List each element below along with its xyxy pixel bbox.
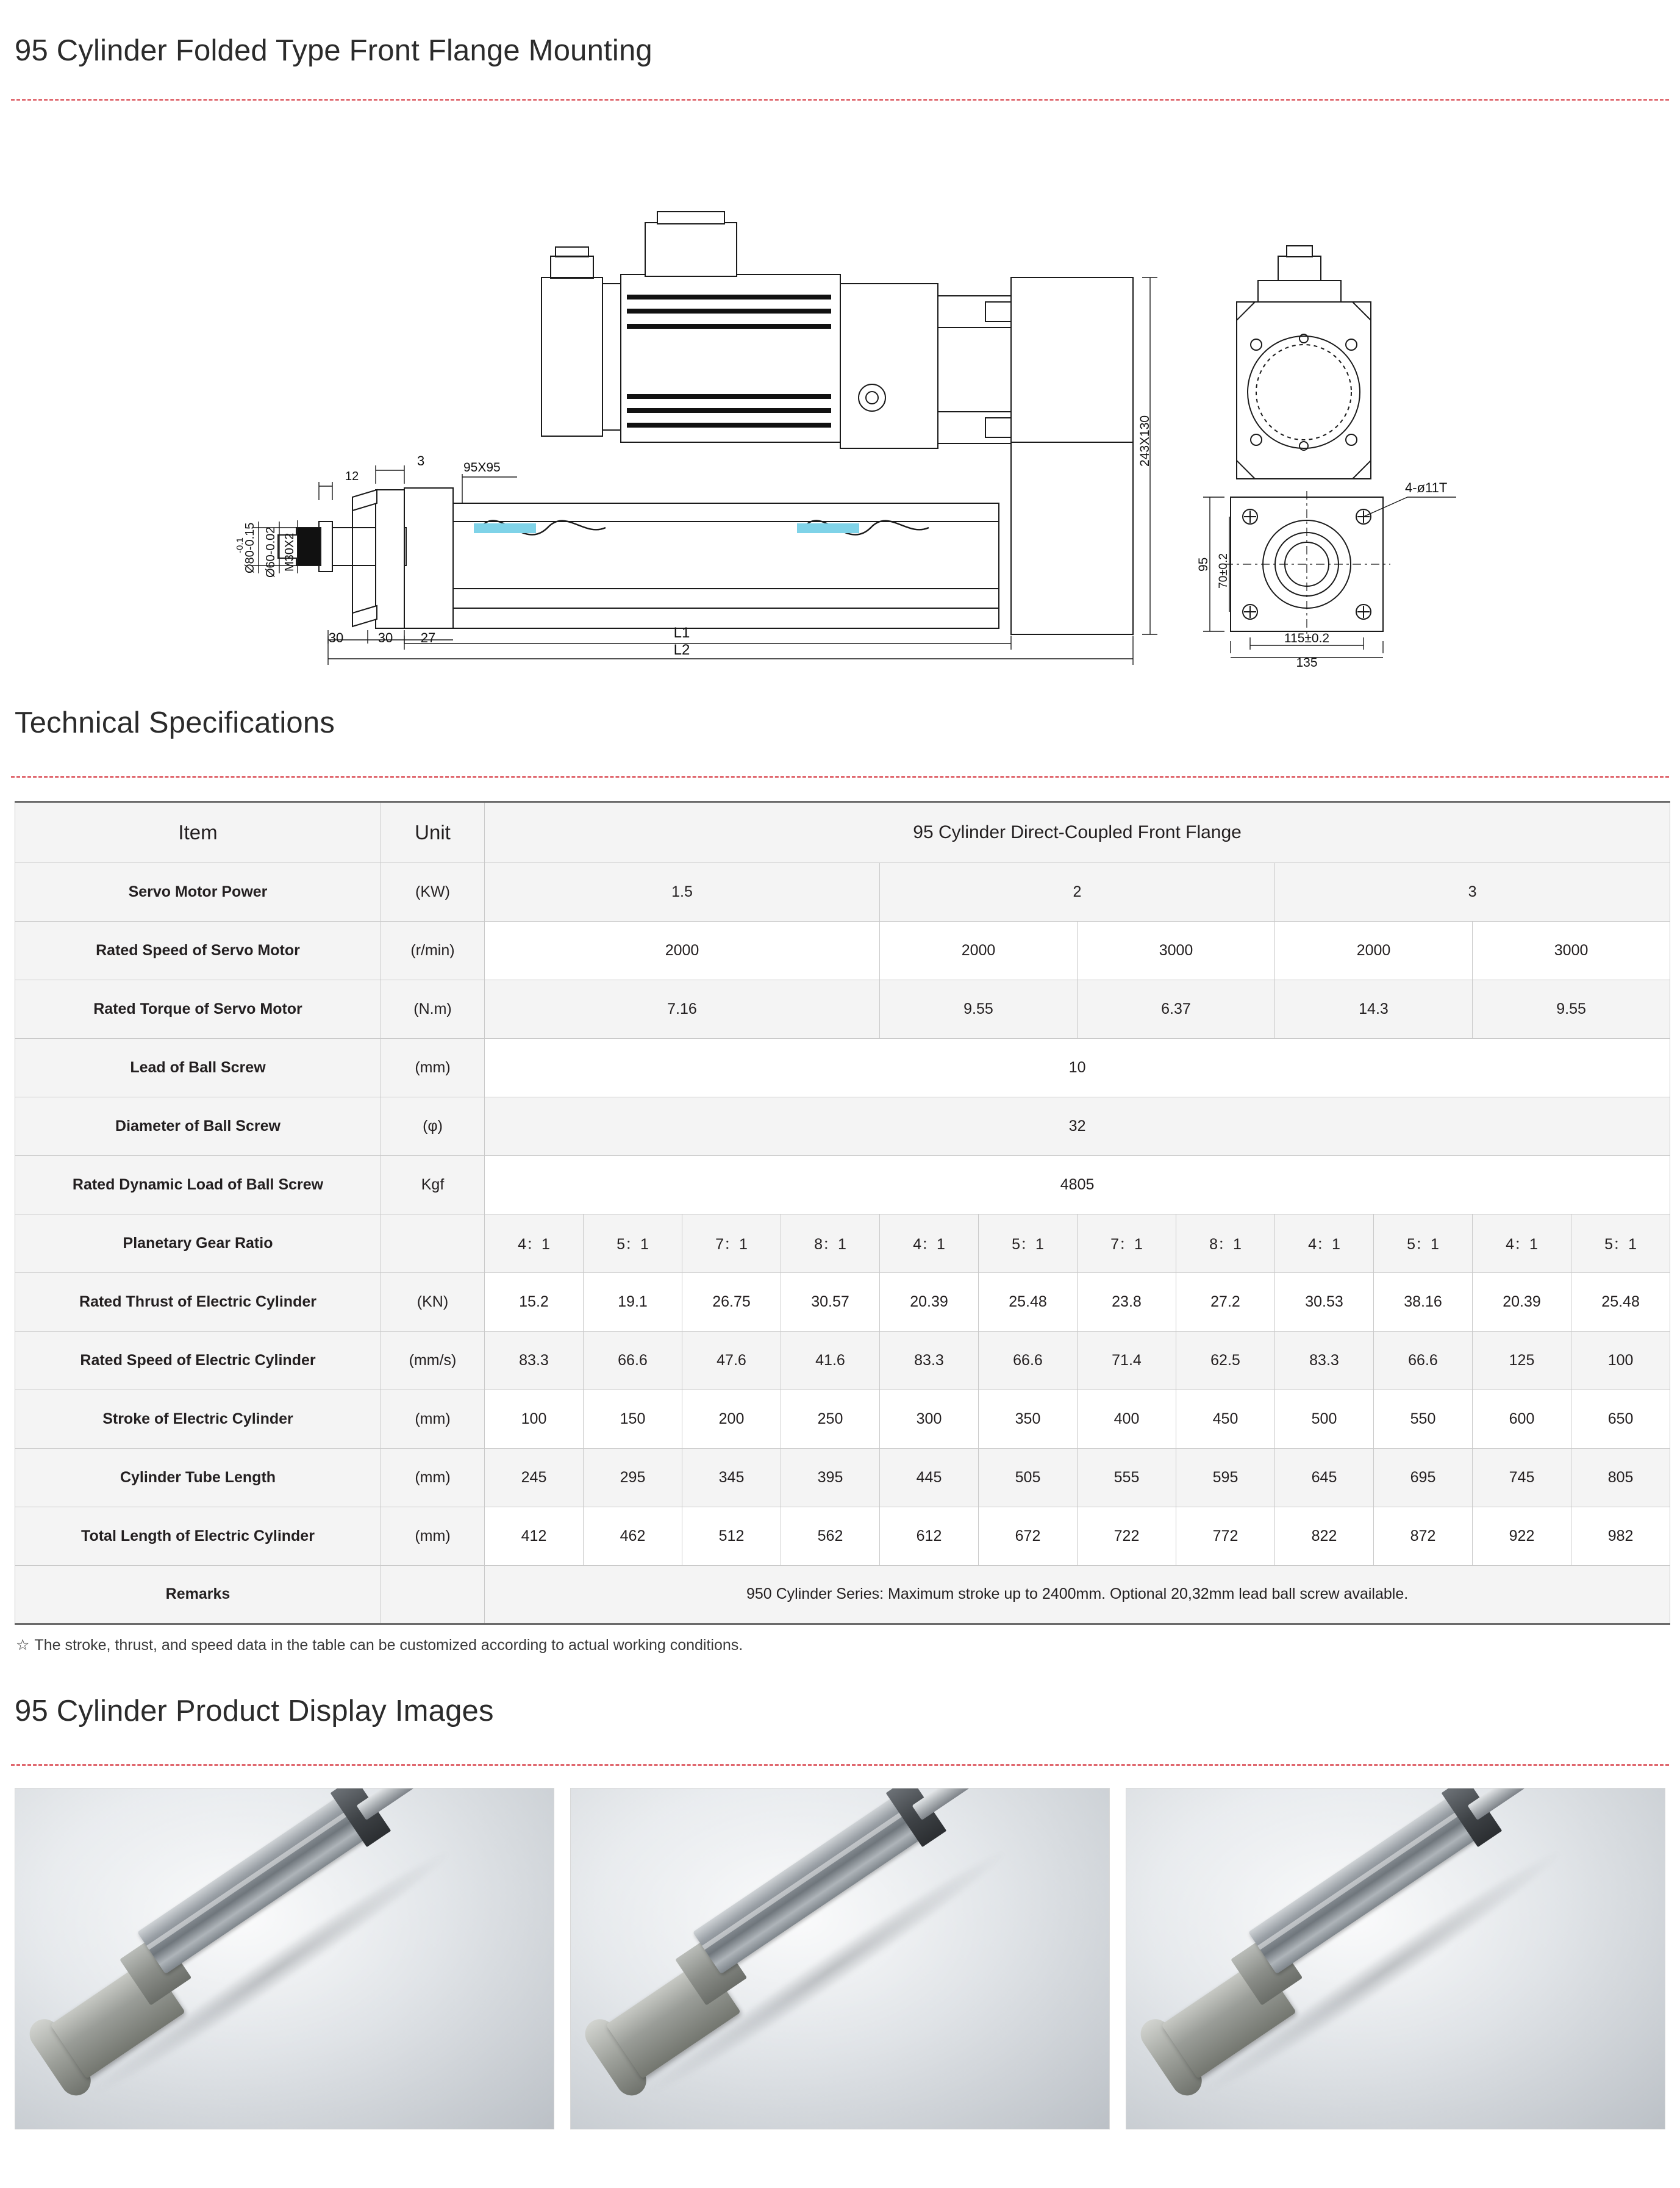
- cell-value: 450: [1176, 1390, 1275, 1448]
- cell-value: 650: [1571, 1390, 1670, 1448]
- cell-value: 7：1: [682, 1214, 781, 1272]
- row-unit: (mm): [381, 1448, 485, 1507]
- cell-value: 745: [1473, 1448, 1571, 1507]
- document-page: [0, 20, 1680, 2129]
- cell-value: 412: [485, 1507, 584, 1565]
- cell-value: 872: [1374, 1507, 1473, 1565]
- dim-label-m30x2: M30X2: [283, 533, 296, 572]
- cell-value: 71.4: [1078, 1331, 1176, 1390]
- dim-label-70: 70±0.2: [1217, 553, 1230, 589]
- cell-value: 66.6: [584, 1331, 682, 1390]
- table-row-remarks: [15, 1565, 1670, 1624]
- star-icon: ☆: [16, 1636, 30, 1654]
- cell-value: 20.39: [880, 1272, 979, 1331]
- table-row: [15, 1272, 1670, 1331]
- row-unit: (KW): [381, 863, 485, 921]
- cell-value: 300: [880, 1390, 979, 1448]
- cell-value: 9.55: [1473, 980, 1670, 1038]
- row-unit: (N.m): [381, 980, 485, 1038]
- cell-value: 722: [1078, 1507, 1176, 1565]
- cell-value: 8：1: [781, 1214, 880, 1272]
- divider-dashed-gallery: [11, 1764, 1669, 1766]
- cell-value: 4805: [485, 1155, 1670, 1214]
- table-row: [15, 1214, 1670, 1272]
- drawing-svg: [11, 101, 1666, 668]
- product-photo-1[interactable]: [15, 1788, 554, 2129]
- cell-value: 15.2: [485, 1272, 584, 1331]
- row-unit: (r/min): [381, 921, 485, 980]
- header-unit: Unit: [381, 802, 485, 863]
- cell-value: 250: [781, 1390, 880, 1448]
- cell-value: 7.16: [485, 980, 880, 1038]
- row-label: Cylinder Tube Length: [15, 1448, 381, 1507]
- cell-value: 500: [1275, 1390, 1374, 1448]
- table-row: [15, 1331, 1670, 1390]
- specifications-table: [15, 801, 1670, 1625]
- row-label: Rated Speed of Servo Motor: [15, 921, 381, 980]
- cell-value: 445: [880, 1448, 979, 1507]
- cell-value: 5：1: [1571, 1214, 1670, 1272]
- divider-dashed-specs: [11, 776, 1669, 778]
- cylinder-tube: [137, 1788, 379, 1975]
- row-unit: (mm): [381, 1390, 485, 1448]
- cell-value: 150: [584, 1390, 682, 1448]
- cell-value: 2000: [485, 921, 880, 980]
- cell-value: 5：1: [979, 1214, 1078, 1272]
- page-title: 95 Cylinder Folded Type Front Flange Mounting: [15, 34, 652, 67]
- piston-rod: [357, 1788, 424, 1820]
- row-unit: (KN): [381, 1272, 485, 1331]
- row-label: Total Length of Electric Cylinder: [15, 1507, 381, 1565]
- cell-value: 83.3: [880, 1331, 979, 1390]
- dim-label-d80: Ø80-0.15: [243, 522, 257, 573]
- dim-label-243x130: 243X130: [1138, 415, 1152, 467]
- remarks-label: Remarks: [15, 1565, 381, 1624]
- cell-value: 38.16: [1374, 1272, 1473, 1331]
- cylinder-tube: [693, 1788, 934, 1975]
- cell-value: 30.57: [781, 1272, 880, 1331]
- product-photo-3[interactable]: [1126, 1788, 1665, 2129]
- cell-value: 25.48: [1571, 1272, 1670, 1331]
- cell-value: 400: [1078, 1390, 1176, 1448]
- cell-value: 822: [1275, 1507, 1374, 1565]
- cell-value: 19.1: [584, 1272, 682, 1331]
- cell-value: 32: [485, 1097, 1670, 1155]
- cell-value: 462: [584, 1507, 682, 1565]
- dim-label-27: 27: [420, 629, 436, 645]
- cell-value: 5：1: [1374, 1214, 1473, 1272]
- header-item: Item: [15, 802, 381, 863]
- row-label: Planetary Gear Ratio: [15, 1214, 381, 1272]
- table-row: [15, 1038, 1670, 1097]
- specs-heading: Technical Specifications: [15, 706, 335, 740]
- cell-value: 595: [1176, 1448, 1275, 1507]
- cell-value: 66.6: [979, 1331, 1078, 1390]
- table-row: [15, 1448, 1670, 1507]
- table-row: [15, 863, 1670, 921]
- cell-value: 2000: [880, 921, 1078, 980]
- cell-value: 4：1: [1473, 1214, 1571, 1272]
- cell-value: 27.2: [1176, 1272, 1275, 1331]
- footnote-text: The stroke, thrust, and speed data in the table can be customized according to actual working conditions.: [34, 1636, 743, 1654]
- row-unit: Kgf: [381, 1155, 485, 1214]
- row-label: Diameter of Ball Screw: [15, 1097, 381, 1155]
- product-image-gallery: [15, 1788, 1665, 2129]
- row-label: Stroke of Electric Cylinder: [15, 1390, 381, 1448]
- cell-value: 9.55: [880, 980, 1078, 1038]
- row-unit: (mm): [381, 1507, 485, 1565]
- dim-label-30a: 30: [328, 629, 344, 645]
- cell-value: 345: [682, 1448, 781, 1507]
- cell-value: 600: [1473, 1390, 1571, 1448]
- dim-label-115: 115±0.2: [1284, 631, 1330, 645]
- dim-label-d80-tol: -0.1: [235, 537, 245, 553]
- cell-value: 62.5: [1176, 1331, 1275, 1390]
- header-model: 95 Cylinder Direct-Coupled Front Flange: [485, 802, 1670, 863]
- cell-value: 982: [1571, 1507, 1670, 1565]
- row-label: Servo Motor Power: [15, 863, 381, 921]
- cell-value: 505: [979, 1448, 1078, 1507]
- piston-rod: [912, 1788, 979, 1820]
- cell-value: 395: [781, 1448, 880, 1507]
- row-unit: [381, 1214, 485, 1272]
- dim-label-L1: L1: [673, 624, 690, 641]
- table-row: [15, 1097, 1670, 1155]
- cell-value: 5：1: [584, 1214, 682, 1272]
- cell-value: 695: [1374, 1448, 1473, 1507]
- row-label: Rated Speed of Electric Cylinder: [15, 1331, 381, 1390]
- cell-value: 10: [485, 1038, 1670, 1097]
- cell-value: 47.6: [682, 1331, 781, 1390]
- table-body: [15, 802, 1670, 1624]
- row-label: Lead of Ball Screw: [15, 1038, 381, 1097]
- cell-value: 672: [979, 1507, 1078, 1565]
- dim-label-L2: L2: [673, 641, 690, 658]
- remarks-text: 950 Cylinder Series: Maximum stroke up to 2400mm. Optional 20,32mm lead ball screw available.: [485, 1565, 1670, 1624]
- cell-value: 922: [1473, 1507, 1571, 1565]
- cell-value: 612: [880, 1507, 979, 1565]
- cell-value: 14.3: [1275, 980, 1473, 1038]
- cell-value: 805: [1571, 1448, 1670, 1507]
- cell-value: 4：1: [880, 1214, 979, 1272]
- row-unit: (φ): [381, 1097, 485, 1155]
- cell-value: 100: [485, 1390, 584, 1448]
- cell-value: 23.8: [1078, 1272, 1176, 1331]
- table-row: [15, 1507, 1670, 1565]
- dim-label-12: 12: [345, 469, 359, 483]
- cell-value: 772: [1176, 1507, 1275, 1565]
- cell-value: 66.6: [1374, 1331, 1473, 1390]
- cell-value: 4：1: [485, 1214, 584, 1272]
- cell-value: 2000: [1275, 921, 1473, 980]
- table-header-row: [15, 802, 1670, 863]
- cell-value: 3: [1275, 863, 1670, 921]
- row-unit: (mm): [381, 1038, 485, 1097]
- dim-label-4-d11t: 4-ø11T: [1405, 479, 1448, 495]
- cell-value: 1.5: [485, 863, 880, 921]
- table-row: [15, 980, 1670, 1038]
- cell-value: 2: [880, 863, 1275, 921]
- table-row: [15, 1390, 1670, 1448]
- cell-value: 83.3: [485, 1331, 584, 1390]
- dim-label-d60: Ø60-0.02: [264, 526, 277, 578]
- product-photo-2[interactable]: [570, 1788, 1110, 2129]
- piston-rod: [1468, 1788, 1535, 1820]
- dim-label-30b: 30: [377, 629, 393, 645]
- cylinder-tube: [1248, 1788, 1490, 1975]
- row-label: Rated Thrust of Electric Cylinder: [15, 1272, 381, 1331]
- cell-value: 3000: [1473, 921, 1670, 980]
- cell-value: 350: [979, 1390, 1078, 1448]
- dim-label-135: 135: [1296, 655, 1318, 668]
- gallery-heading: 95 Cylinder Product Display Images: [15, 1695, 494, 1728]
- table-row: [15, 921, 1670, 980]
- remarks-unit: [381, 1565, 485, 1624]
- table-row: [15, 1155, 1670, 1214]
- cell-value: 83.3: [1275, 1331, 1374, 1390]
- technical-drawing: [11, 101, 1669, 668]
- cell-value: 550: [1374, 1390, 1473, 1448]
- cell-value: 41.6: [781, 1331, 880, 1390]
- cell-value: 6.37: [1078, 980, 1275, 1038]
- dim-label-95: 95: [1196, 557, 1210, 572]
- cell-value: 512: [682, 1507, 781, 1565]
- cell-value: 100: [1571, 1331, 1670, 1390]
- cell-value: 562: [781, 1507, 880, 1565]
- cell-value: 7：1: [1078, 1214, 1176, 1272]
- row-label: Rated Dynamic Load of Ball Screw: [15, 1155, 381, 1214]
- cell-value: 30.53: [1275, 1272, 1374, 1331]
- cell-value: 8：1: [1176, 1214, 1275, 1272]
- cell-value: 25.48: [979, 1272, 1078, 1331]
- cell-value: 645: [1275, 1448, 1374, 1507]
- row-label: Rated Torque of Servo Motor: [15, 980, 381, 1038]
- cell-value: 4：1: [1275, 1214, 1374, 1272]
- cell-value: 3000: [1078, 921, 1275, 980]
- row-unit: (mm/s): [381, 1331, 485, 1390]
- cell-value: 295: [584, 1448, 682, 1507]
- dim-label-3: 3: [417, 453, 425, 468]
- cell-value: 245: [485, 1448, 584, 1507]
- cell-value: 26.75: [682, 1272, 781, 1331]
- dim-label-95x95: 95X95: [463, 460, 501, 475]
- cell-value: 125: [1473, 1331, 1571, 1390]
- cell-value: 200: [682, 1390, 781, 1448]
- cell-value: 555: [1078, 1448, 1176, 1507]
- cell-value: 20.39: [1473, 1272, 1571, 1331]
- table-footnote: [16, 1635, 1669, 1656]
